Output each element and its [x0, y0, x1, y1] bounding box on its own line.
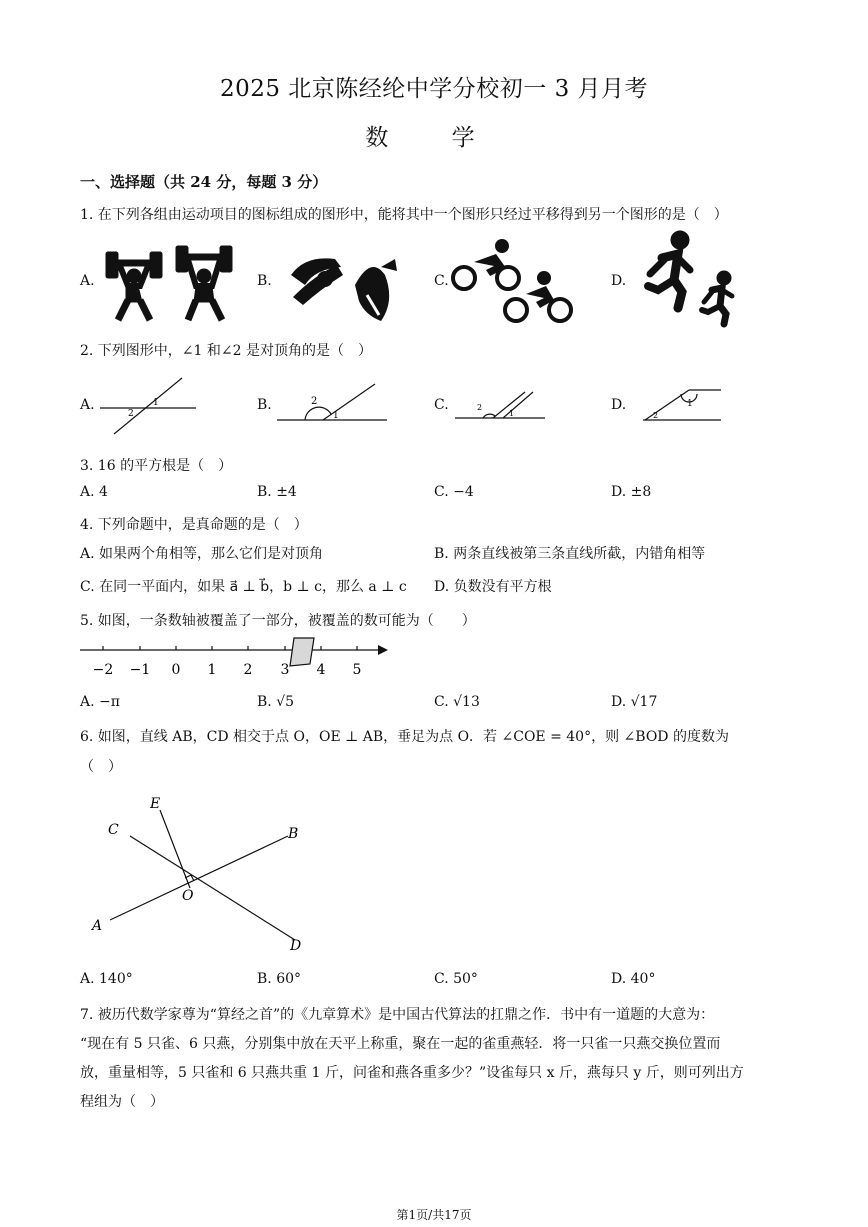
q6-figure	[90, 792, 320, 958]
label-e: E	[150, 796, 161, 812]
q4-option-c: C. 在同一平面内，如果 a⃗ ⊥ b⃗，b ⊥ c，那么 a ⊥ c	[80, 579, 407, 595]
question-2-stem: 2. 下列图形中，∠1 和∠2 是对顶角的是（ ）	[80, 343, 372, 359]
angle-mark-2: 2	[653, 411, 659, 420]
angle-mark-1: 1	[153, 398, 159, 408]
tick-label: 0	[171, 662, 181, 678]
tick-label: 1	[207, 662, 217, 678]
label-c: C	[108, 822, 119, 838]
q2-figure-b	[275, 380, 395, 424]
q5-option-d: D. √17	[611, 694, 658, 710]
cycling-icon	[450, 236, 580, 326]
question-7-line-4: 程组为（ ）	[80, 1094, 164, 1110]
q3-option-c: C. −4	[434, 484, 474, 500]
running-icon	[628, 230, 748, 330]
q1-option-a-label: A.	[80, 273, 95, 289]
q4-option-d: D. 负数没有平方根	[434, 579, 552, 595]
section-heading: 一、选择题（共 24 分，每题 3 分）	[80, 173, 328, 191]
q2-option-a-label: A.	[80, 397, 95, 413]
angle-mark-2: 2	[128, 409, 134, 419]
swimming-icon	[285, 245, 405, 325]
question-1-stem: 1. 在下列各组由运动项目的图标组成的图形中，能将其中一个图形只经过平移得到另一个图形的是（ ）	[80, 207, 728, 223]
angle-mark-2: 2	[477, 403, 483, 412]
question-5-stem: 5. 如图，一条数轴被覆盖了一部分，被覆盖的数可能为（ ）	[80, 613, 476, 629]
q2-option-b-label: B.	[257, 397, 272, 413]
question-6-stem: 6. 如图，直线 AB，CD 相交于点 O，OE ⊥ AB，垂足为点 O．若 ∠COE = 40°，则 ∠BOD 的度数为	[80, 729, 729, 745]
label-b: B	[288, 826, 299, 842]
q1-option-d-label: D.	[611, 273, 627, 289]
question-7-line-2: “现在有 5 只雀、6 只燕，分别集中放在天平上称重，聚在一起的雀重燕轻．将一只雀一只燕交换位置而	[80, 1036, 721, 1052]
q2-figure-c	[453, 386, 553, 422]
line-cd	[130, 836, 295, 940]
q2-figure-d	[641, 384, 731, 424]
q6-option-a: A. 140°	[80, 971, 133, 987]
tick-label: 5	[352, 662, 362, 678]
weightlifting-icon	[98, 242, 248, 322]
q6-option-b: B. 60°	[257, 971, 302, 987]
q3-option-b: B. ±4	[257, 484, 297, 500]
subject-heading: 数 学	[365, 125, 503, 151]
q2-option-d-label: D.	[611, 397, 627, 413]
label-a: A	[92, 918, 103, 934]
q3-option-d: D. ±8	[611, 484, 652, 500]
tick-label: 3	[280, 662, 290, 678]
question-4-stem: 4. 下列命题中，是真命题的是（ ）	[80, 517, 308, 533]
q2-figure-a	[98, 372, 198, 436]
angle-mark-1: 1	[333, 411, 339, 421]
label-o: O	[182, 888, 194, 904]
q6-option-d: D. 40°	[611, 971, 656, 987]
q4-option-a: A. 如果两个角相等，那么它们是对顶角	[80, 546, 324, 562]
q2-option-c-label: C.	[434, 397, 449, 413]
tick-label: 2	[243, 662, 253, 678]
q5-option-c: C. √13	[434, 694, 480, 710]
tick-label: 4	[316, 662, 326, 678]
q6-option-c: C. 50°	[434, 971, 478, 987]
q5-option-a: A. −π	[80, 694, 120, 710]
angle-mark-1: 1	[509, 409, 515, 418]
page-title: 2025 北京陈经纶中学分校初一 3 月月考	[219, 76, 649, 102]
question-7-line-1: 7. 被历代数学家尊为“算经之首”的《九章算术》是中国古代算法的扛鼎之作．书中有一道题的大意为：	[80, 1007, 715, 1023]
q1-option-c-label: C.	[434, 273, 449, 289]
covered-region	[290, 638, 314, 666]
q5-option-b: B. √5	[257, 694, 295, 710]
question-6-stem-cont: （ ）	[80, 759, 122, 775]
q1-option-b-label: B.	[257, 273, 272, 289]
page-footer: 第1页/共17页	[396, 1208, 472, 1222]
ray-oe	[160, 810, 190, 888]
number-line	[78, 636, 398, 684]
line-ab	[110, 836, 288, 920]
angle-mark-1: 1	[687, 399, 693, 409]
q3-option-a: A. 4	[80, 484, 108, 500]
question-7-line-3: 放，重量相等，5 只雀和 6 只燕共重 1 斤，问雀和燕各重多少？”设雀每只 x 斤，燕每只 y 斤，则可列出方	[80, 1065, 744, 1081]
angle-mark-2: 2	[311, 396, 318, 407]
label-d: D	[290, 938, 302, 954]
tick-label: −2	[92, 662, 114, 678]
tick-label: −1	[129, 662, 151, 678]
q4-option-b: B. 两条直线被第三条直线所截，内错角相等	[434, 546, 706, 562]
question-3-stem: 3. 16 的平方根是（ ）	[80, 458, 233, 474]
